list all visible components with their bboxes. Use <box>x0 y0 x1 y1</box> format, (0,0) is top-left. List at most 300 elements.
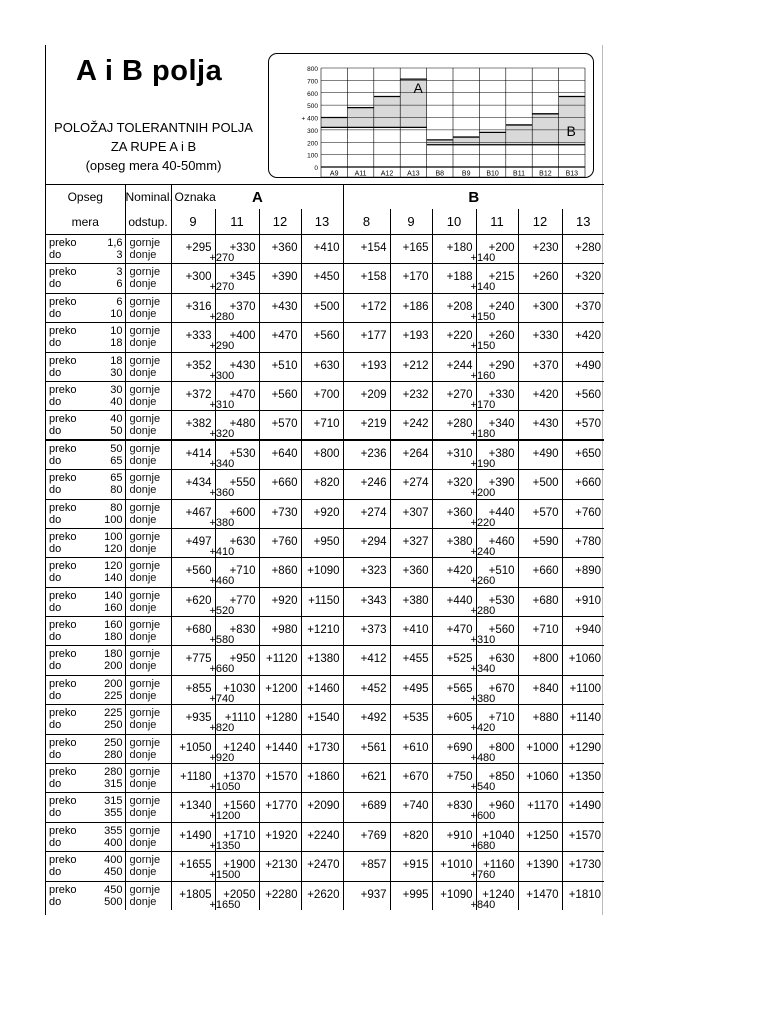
a-value-cell <box>209 764 259 794</box>
b-value-cell <box>343 440 390 469</box>
a-upper-value: +1655 <box>179 859 212 872</box>
range-from: 450 <box>104 883 123 896</box>
b-lower-deviation: +540 <box>470 781 496 794</box>
b-value-cell <box>432 881 476 910</box>
b-value-cell <box>390 528 432 557</box>
range-do-label: do <box>49 366 62 379</box>
a-value-cell <box>301 617 343 646</box>
range-preko-label: preko <box>49 619 77 632</box>
a-upper-value: +434 <box>185 477 212 490</box>
b-upper-value: +1000 <box>526 741 559 754</box>
a-value-cell <box>209 381 259 411</box>
b-value-cell <box>518 764 562 793</box>
b-value-cell <box>343 705 390 734</box>
a-upper-value: +1370 <box>223 771 256 784</box>
b-upper-value: +323 <box>360 565 387 578</box>
b-value-cell <box>518 675 562 704</box>
b-upper-value: +490 <box>532 448 559 461</box>
tolerance-sheet <box>45 45 603 915</box>
lower-deviation-label: donje <box>129 366 157 379</box>
a-value-cell <box>209 264 259 294</box>
a-value-cell <box>171 528 215 557</box>
b-value-cell <box>343 352 390 381</box>
a-value-cell <box>301 235 343 264</box>
b-upper-value: +320 <box>446 477 473 490</box>
range-do-label: do <box>49 455 62 468</box>
b-upper-value: +410 <box>402 624 429 637</box>
a-upper-value: +710 <box>313 418 340 431</box>
b-upper-value: +193 <box>402 330 429 343</box>
range-preko-label: preko <box>49 854 77 867</box>
a-value-cell <box>301 323 343 352</box>
a-value-cell <box>259 734 301 763</box>
range-from: 10 <box>110 325 123 338</box>
b-value-cell <box>432 381 476 410</box>
b-upper-value: +240 <box>488 300 515 313</box>
b-upper-value: +327 <box>402 535 429 548</box>
b-upper-value: +1250 <box>526 829 559 842</box>
b-value-cell <box>432 499 476 528</box>
a-upper-value: +920 <box>313 506 340 519</box>
b-value-cell <box>562 411 604 440</box>
table-row <box>46 323 604 352</box>
upper-deviation-label: gornje <box>129 766 161 779</box>
page-title: A i B polja <box>76 55 223 87</box>
b-upper-value: +280 <box>446 418 473 431</box>
b-upper-value: +660 <box>532 565 559 578</box>
b-upper-value: +915 <box>402 859 429 872</box>
a-value-cell <box>259 470 301 499</box>
b-upper-value: +274 <box>402 477 429 490</box>
a-value-cell <box>209 793 259 823</box>
b-value-cell <box>343 528 390 557</box>
b-upper-value: +186 <box>402 300 429 313</box>
b-upper-value: +165 <box>402 242 429 254</box>
b-lower-deviation: +240 <box>470 545 496 558</box>
b-value-cell <box>518 822 562 851</box>
a-upper-value: +372 <box>185 388 212 401</box>
b-upper-value: +570 <box>575 418 602 431</box>
range-to: 315 <box>104 778 123 791</box>
a-upper-value: +430 <box>229 359 256 372</box>
range-to: 10 <box>110 307 123 320</box>
b-upper-value: +910 <box>446 829 473 842</box>
b-lower-deviation: +150 <box>470 310 496 323</box>
b-value-cell <box>432 558 476 587</box>
deviation-cell <box>125 528 171 557</box>
a-value-cell <box>259 646 301 675</box>
upper-deviation-label: gornje <box>129 266 161 279</box>
a-value-cell <box>171 411 215 440</box>
y-tick-label: 200 <box>307 140 318 148</box>
b-upper-value: +1160 <box>483 859 515 872</box>
a-upper-value: +950 <box>229 653 256 666</box>
b-value-cell <box>562 235 604 264</box>
table-row <box>46 852 604 881</box>
a-value-cell <box>301 852 343 881</box>
a-upper-value: +1150 <box>308 594 340 607</box>
a-value-cell <box>209 470 259 500</box>
a-upper-value: +640 <box>271 448 298 461</box>
a-value-cell <box>301 646 343 675</box>
a-value-cell <box>171 558 215 587</box>
a-value-cell <box>209 587 259 617</box>
range-to: 40 <box>110 395 123 408</box>
b-lower-deviation: +310 <box>470 634 496 647</box>
b-upper-value: +565 <box>446 682 473 695</box>
a-upper-value: +700 <box>313 388 340 401</box>
range-preko-label: preko <box>49 413 77 426</box>
b-lower-deviation: +600 <box>470 810 496 823</box>
range-cell <box>46 411 125 440</box>
b-value-cell <box>432 264 476 293</box>
header-grade-b12: 12 <box>518 209 562 235</box>
upper-deviation-label: gornje <box>129 677 161 690</box>
b-value-cell <box>562 381 604 410</box>
a-upper-value: +1920 <box>265 829 298 842</box>
range-cell <box>46 558 125 587</box>
b-upper-value: +373 <box>360 624 387 637</box>
range-cell <box>46 440 125 469</box>
b-upper-value: +1240 <box>482 888 515 901</box>
deviation-cell <box>125 852 171 881</box>
a-upper-value: +1805 <box>179 888 212 901</box>
b-upper-value: +689 <box>360 800 387 813</box>
a-upper-value: +316 <box>185 300 212 313</box>
range-cell <box>46 587 125 616</box>
b-value-cell <box>518 381 562 410</box>
b-value-cell <box>432 323 476 352</box>
b-value-cell <box>562 352 604 381</box>
b-value-cell <box>470 881 518 911</box>
upper-deviation-label: gornje <box>129 560 161 573</box>
b-upper-value: +760 <box>575 506 602 519</box>
table-row <box>46 734 604 763</box>
b-value-cell <box>390 617 432 646</box>
a-upper-value: +467 <box>185 506 212 519</box>
b-upper-value: +412 <box>360 653 387 666</box>
a-value-cell <box>259 587 301 616</box>
range-preko-label: preko <box>49 443 77 456</box>
a-upper-value: +1180 <box>180 771 212 784</box>
b-upper-value: +460 <box>488 535 515 548</box>
range-to: 140 <box>104 572 123 585</box>
tolerance-diagram-svg <box>269 54 595 179</box>
a-value-cell <box>301 470 343 499</box>
b-upper-value: +1810 <box>568 888 602 901</box>
a-upper-value: +560 <box>271 388 298 401</box>
range-from: 160 <box>104 619 123 632</box>
range-do-label: do <box>49 307 62 320</box>
b-value-cell <box>390 411 432 440</box>
table-row <box>46 793 604 822</box>
b-value-cell <box>432 852 476 881</box>
range-to: 400 <box>104 836 123 849</box>
b-value-cell <box>562 881 604 910</box>
b-lower-deviation: +200 <box>470 487 496 500</box>
b-upper-value: +244 <box>446 359 473 372</box>
a-value-cell <box>171 440 215 469</box>
b-upper-value: +177 <box>360 330 387 343</box>
range-do-label: do <box>49 866 62 879</box>
b-upper-value: +1170 <box>527 800 559 813</box>
a-upper-value: +855 <box>185 682 212 695</box>
b-value-cell <box>343 852 390 881</box>
a-value-cell <box>171 852 215 881</box>
b-upper-value: +495 <box>402 682 429 695</box>
a-lower-deviation: +1200 <box>209 810 241 823</box>
b-lower-deviation: +150 <box>470 340 496 353</box>
lower-deviation-label: donje <box>129 689 157 702</box>
range-do-label: do <box>49 337 62 350</box>
a-value-cell <box>301 440 343 469</box>
b-value-cell <box>562 705 604 734</box>
a-lower-deviation: +320 <box>209 428 235 441</box>
range-preko-label: preko <box>49 589 77 602</box>
upper-deviation-label: gornje <box>129 854 161 867</box>
range-from: 140 <box>104 589 123 602</box>
a-upper-value: +760 <box>271 535 298 548</box>
range-to: 250 <box>104 719 123 732</box>
header-grade-b10: 10 <box>432 209 476 235</box>
b-value-cell <box>390 235 432 264</box>
a-value-cell <box>259 617 301 646</box>
x-grade-label: A9 <box>329 170 339 178</box>
a-value-cell <box>259 793 301 822</box>
b-upper-value: +1350 <box>568 771 602 784</box>
b-upper-value: +280 <box>575 242 602 254</box>
range-from: 200 <box>104 677 123 690</box>
b-value-cell <box>470 764 518 794</box>
deviation-cell <box>125 499 171 528</box>
b-upper-value: +857 <box>360 859 387 872</box>
a-upper-value: +300 <box>185 271 212 284</box>
a-upper-value: +333 <box>185 330 212 343</box>
a-upper-value: +560 <box>185 565 212 578</box>
upper-deviation-label: gornje <box>129 443 161 456</box>
b-upper-value: +820 <box>402 829 429 842</box>
b-upper-value: +212 <box>402 359 429 372</box>
b-upper-value: +680 <box>532 594 559 607</box>
b-value-cell <box>562 558 604 587</box>
a-upper-value: +382 <box>185 418 212 431</box>
b-lower-deviation: +160 <box>470 369 496 382</box>
range-do-label: do <box>49 601 62 614</box>
b-upper-value: +274 <box>360 506 387 519</box>
b-value-cell <box>390 352 432 381</box>
b-value-cell <box>432 470 476 499</box>
deviation-cell <box>125 705 171 734</box>
a-upper-value: +2130 <box>265 859 298 872</box>
b-upper-value: +940 <box>575 624 602 637</box>
x-grade-label: B11 <box>513 170 525 178</box>
b-value-cell <box>343 617 390 646</box>
a-value-cell <box>259 764 301 793</box>
b-value-cell <box>470 852 518 882</box>
a-upper-value: +1210 <box>307 624 340 637</box>
a-upper-value: +660 <box>271 477 298 490</box>
b-value-cell <box>432 411 476 440</box>
b-upper-value: +1060 <box>568 653 602 666</box>
region-b-label: B <box>566 123 576 140</box>
b-value-cell <box>343 235 390 264</box>
b-upper-value: +690 <box>446 741 473 754</box>
b-upper-value: +440 <box>446 594 473 607</box>
b-upper-value: +200 <box>488 242 515 254</box>
table-row <box>46 528 604 557</box>
lower-deviation-label: donje <box>129 542 157 555</box>
a-value-cell <box>301 381 343 410</box>
a-upper-value: +1280 <box>265 712 298 725</box>
lower-deviation-label: donje <box>129 337 157 350</box>
range-do-label: do <box>49 836 62 849</box>
b-upper-value: +590 <box>532 535 559 548</box>
range-preko-label: preko <box>49 530 77 543</box>
range-from: 280 <box>104 766 123 779</box>
b-value-cell <box>432 734 476 763</box>
range-to: 355 <box>104 807 123 820</box>
range-to: 30 <box>110 366 123 379</box>
a-lower-deviation: +310 <box>209 398 235 411</box>
a-upper-value: +560 <box>313 330 340 343</box>
a-lower-deviation: +300 <box>209 369 235 382</box>
range-preko-label: preko <box>49 266 77 279</box>
b-upper-value: +561 <box>360 741 387 754</box>
b-upper-value: +294 <box>360 535 387 548</box>
range-do-label: do <box>49 425 62 438</box>
table-row <box>46 235 604 264</box>
b-upper-value: +1140 <box>569 712 602 725</box>
b-upper-value: +610 <box>402 741 429 754</box>
b-upper-value: +960 <box>488 800 515 813</box>
b-value-cell <box>343 646 390 675</box>
subtitle-line-2: ZA RUPE A i B <box>110 139 197 154</box>
b-value-cell <box>343 675 390 704</box>
b-lower-deviation: +340 <box>470 663 496 676</box>
b-value-cell <box>518 558 562 587</box>
deviation-cell <box>125 822 171 851</box>
header-mera: mera <box>71 214 99 229</box>
a-value-cell <box>259 293 301 322</box>
tolerance-table <box>46 184 604 910</box>
a-value-cell <box>301 705 343 734</box>
b-value-cell <box>390 440 432 469</box>
upper-deviation-label: gornje <box>129 795 161 808</box>
b-value-cell <box>432 617 476 646</box>
b-value-cell <box>470 381 518 411</box>
range-to: 100 <box>104 513 123 526</box>
a-upper-value: +2240 <box>307 829 340 842</box>
b-upper-value: +750 <box>446 771 473 784</box>
b-upper-value: +710 <box>488 712 515 725</box>
range-cell <box>46 646 125 675</box>
range-to: 200 <box>104 660 123 673</box>
b-value-cell <box>390 675 432 704</box>
deviation-cell <box>125 470 171 499</box>
a-upper-value: +414 <box>185 448 212 461</box>
range-cell <box>46 293 125 322</box>
b-value-cell <box>470 470 518 500</box>
b-value-cell <box>390 705 432 734</box>
range-to: 450 <box>104 866 123 879</box>
range-from: 180 <box>104 648 123 661</box>
a-value-cell <box>259 881 301 910</box>
y-tick-label: 800 <box>307 66 318 73</box>
a-value-cell <box>209 440 259 471</box>
b-value-cell <box>562 440 604 469</box>
a-value-cell <box>209 852 259 882</box>
b-upper-value: +1010 <box>440 859 473 872</box>
b-value-cell <box>432 764 476 793</box>
b-upper-value: +740 <box>402 800 429 813</box>
b-value-cell <box>562 764 604 793</box>
b-upper-value: +492 <box>360 712 387 725</box>
b-upper-value: +1090 <box>440 888 473 901</box>
b-upper-value: +630 <box>488 653 515 666</box>
b-value-cell <box>432 235 476 264</box>
b-value-cell <box>343 323 390 352</box>
b-lower-deviation: +180 <box>470 428 496 441</box>
a-upper-value: +830 <box>229 624 256 637</box>
b-lower-deviation: +380 <box>470 692 496 705</box>
a-lower-deviation: +820 <box>209 722 235 735</box>
deviation-cell <box>125 352 171 381</box>
a-value-cell <box>209 675 259 705</box>
range-from: 1,6 <box>107 237 123 249</box>
a-value-cell <box>259 352 301 381</box>
range-do-label: do <box>49 395 62 408</box>
a-value-cell <box>259 675 301 704</box>
range-cell <box>46 705 125 734</box>
a-value-cell <box>171 352 215 381</box>
range-preko-label: preko <box>49 560 77 573</box>
b-upper-value: +360 <box>446 506 473 519</box>
b-lower-deviation: +840 <box>470 898 496 911</box>
header-grade-b11: 11 <box>476 209 518 235</box>
b-value-cell <box>470 822 518 852</box>
upper-deviation-label: gornje <box>129 501 161 514</box>
range-to: 3 <box>116 249 123 261</box>
b-upper-value: +330 <box>532 330 559 343</box>
b-value-cell <box>518 528 562 557</box>
deviation-cell <box>125 323 171 352</box>
a-upper-value: +1540 <box>307 712 340 725</box>
a-value-cell <box>209 646 259 676</box>
a-value-cell <box>301 558 343 587</box>
b-upper-value: +660 <box>575 477 602 490</box>
range-from: 65 <box>110 472 123 485</box>
x-grade-label: B8 <box>435 170 445 178</box>
b-value-cell <box>343 293 390 322</box>
b-upper-value: +232 <box>402 388 429 401</box>
a-upper-value: +1860 <box>307 771 340 784</box>
a-value-cell <box>171 264 215 293</box>
table-row <box>46 705 604 734</box>
a-upper-value: +400 <box>229 330 256 343</box>
b-upper-value: +440 <box>488 506 515 519</box>
range-from: 18 <box>110 354 123 367</box>
a-lower-deviation: +1350 <box>209 839 241 852</box>
range-cell <box>46 235 125 264</box>
b-upper-value: +937 <box>360 888 387 901</box>
a-upper-value: +630 <box>229 535 256 548</box>
b-upper-value: +172 <box>360 300 387 313</box>
a-lower-deviation: +1500 <box>209 869 241 882</box>
b-value-cell <box>518 793 562 822</box>
b-value-cell <box>390 293 432 322</box>
range-cell <box>46 323 125 352</box>
a-value-cell <box>259 705 301 734</box>
